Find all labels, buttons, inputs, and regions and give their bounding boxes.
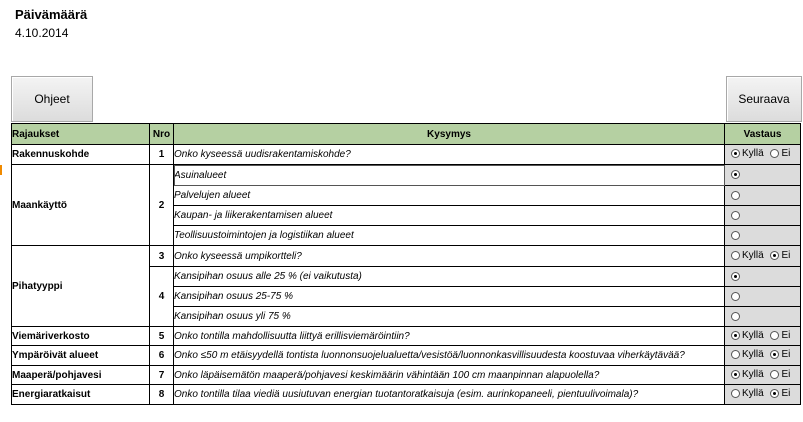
answer-cell: [725, 206, 801, 226]
yes-option[interactable]: [725, 388, 764, 399]
question-cell: [174, 327, 725, 346]
option-text: Kaupan- ja liikerakentamisen alueet: [174, 210, 333, 221]
col-header-answer: Vastaus: [725, 124, 801, 145]
no-radio[interactable]: [770, 389, 779, 398]
question-cell: [174, 346, 725, 366]
option-radio[interactable]: [731, 231, 740, 240]
yes-radio[interactable]: [731, 350, 740, 359]
yes-radio[interactable]: [731, 251, 740, 260]
question-text: Onko läpäisemätön maaperä/pohjavesi keskimäärin vähintään 100 cm maanpinnan alapuolella?: [174, 369, 600, 381]
option-radio[interactable]: [731, 211, 740, 220]
col-header-category: Rajaukset: [12, 124, 150, 145]
next-button[interactable]: Seuraava: [726, 76, 802, 122]
category-cell: Maankäyttö: [12, 165, 150, 246]
yes-option[interactable]: [725, 330, 764, 341]
yes-label: Kyllä: [742, 368, 764, 380]
category-cell: Pihatyyppi: [12, 246, 150, 327]
no-label: Ei: [781, 349, 791, 360]
yes-label: Kyllä: [742, 148, 764, 159]
category-cell: Rakennuskohde: [12, 145, 150, 165]
question-cell: [174, 366, 725, 385]
answer-cell: [725, 186, 801, 206]
answer-cell: [725, 226, 801, 246]
question-text: Onko ≤50 m etäisyydellä tontista luonnonsuojelualuetta/vesistöä/luonnonkasvillisuudesta koostuvaa viherkäytävää?: [174, 350, 685, 361]
yes-label: Kyllä: [742, 249, 764, 261]
category-cell: Energiaratkaisut: [12, 385, 150, 405]
answer-cell: [725, 267, 801, 287]
yes-radio[interactable]: [731, 149, 740, 158]
answer-cell: [725, 385, 801, 405]
no-label: Ei: [781, 388, 791, 399]
no-option[interactable]: [770, 250, 790, 261]
answer-cell: [725, 307, 801, 327]
question-text: Onko tontilla mahdollisuutta liittyä erillisviemäröintiin?: [174, 330, 410, 342]
question-table: [11, 123, 801, 405]
no-option[interactable]: [770, 369, 790, 380]
col-header-nro: Nro: [150, 124, 174, 145]
option-radio[interactable]: [731, 272, 740, 281]
nro-cell: 8: [150, 385, 174, 405]
option-cell[interactable]: [174, 226, 725, 246]
option-cell[interactable]: [174, 165, 725, 186]
no-radio[interactable]: [770, 149, 779, 158]
option-cell[interactable]: [174, 186, 725, 206]
yes-option[interactable]: [725, 349, 764, 360]
option-text: Kansipihan osuus alle 25 % (ei vaikutusta): [174, 271, 362, 282]
option-cell[interactable]: [174, 267, 725, 287]
yes-label: Kyllä: [742, 349, 764, 360]
question-cell: [174, 385, 725, 405]
category-cell: Maaperä/pohjavesi: [12, 366, 150, 385]
question-cell: [174, 145, 725, 165]
no-label: Ei: [781, 249, 791, 261]
question-text: Onko tontilla tilaa viediä uusiutuvan energian tuotantoratkaisuja (esim. aurinkopaneeli, pientuulivoimala)?: [174, 389, 639, 400]
yes-option[interactable]: [725, 369, 764, 380]
answer-cell: [725, 366, 801, 385]
no-option[interactable]: [770, 349, 790, 360]
date-label: Päivämäärä: [15, 7, 88, 22]
option-radio[interactable]: [731, 170, 740, 179]
nro-cell: 7: [150, 366, 174, 385]
yes-radio[interactable]: [731, 331, 740, 340]
selection-marker: [0, 165, 2, 175]
nro-cell: 5: [150, 327, 174, 346]
yes-label: Kyllä: [742, 329, 764, 341]
nro-cell: 3: [150, 246, 174, 267]
nro-cell: 2: [150, 165, 174, 246]
category-cell: Viemäriverkosto: [12, 327, 150, 346]
no-label: Ei: [781, 368, 791, 380]
no-radio[interactable]: [770, 251, 779, 260]
option-text: Kansipihan osuus 25-75 %: [174, 291, 293, 302]
nro-cell: 4: [150, 267, 174, 327]
no-radio[interactable]: [770, 370, 779, 379]
yes-radio[interactable]: [731, 370, 740, 379]
no-label: Ei: [781, 148, 791, 159]
nro-cell: 1: [150, 145, 174, 165]
no-option[interactable]: [770, 148, 790, 159]
answer-cell: [725, 246, 801, 267]
yes-radio[interactable]: [731, 389, 740, 398]
option-text: Asuinalueet: [174, 169, 227, 181]
no-option[interactable]: [770, 330, 790, 341]
no-label: Ei: [781, 329, 791, 341]
answer-cell: [725, 165, 801, 186]
yes-option[interactable]: [725, 250, 764, 261]
option-cell[interactable]: [174, 287, 725, 307]
option-text: Palvelujen alueet: [174, 190, 251, 201]
option-radio[interactable]: [731, 191, 740, 200]
category-cell: Ympäröivät alueet: [12, 346, 150, 366]
no-radio[interactable]: [770, 350, 779, 359]
help-button[interactable]: Ohjeet: [11, 76, 93, 122]
option-text: Kansipihan osuus yli 75 %: [174, 311, 291, 322]
option-cell[interactable]: [174, 206, 725, 226]
option-text: Teollisuustoimintojen ja logistiikan alueet: [174, 230, 354, 241]
answer-cell: [725, 145, 801, 165]
answer-cell: [725, 346, 801, 366]
yes-option[interactable]: [725, 148, 764, 159]
question-text: Onko kyseessä umpikortteli?: [174, 250, 302, 262]
no-radio[interactable]: [770, 331, 779, 340]
no-option[interactable]: [770, 388, 790, 399]
option-cell[interactable]: [174, 307, 725, 327]
answer-cell: [725, 327, 801, 346]
col-header-question: Kysymys: [174, 124, 725, 145]
question-text: Onko kyseessä uudisrakentamiskohde?: [174, 149, 351, 160]
yes-label: Kyllä: [742, 388, 764, 399]
answer-cell: [725, 287, 801, 307]
option-radio[interactable]: [731, 312, 740, 321]
date-value: 4.10.2014: [15, 26, 69, 40]
nro-cell: 6: [150, 346, 174, 366]
option-radio[interactable]: [731, 292, 740, 301]
question-cell: [174, 246, 725, 267]
